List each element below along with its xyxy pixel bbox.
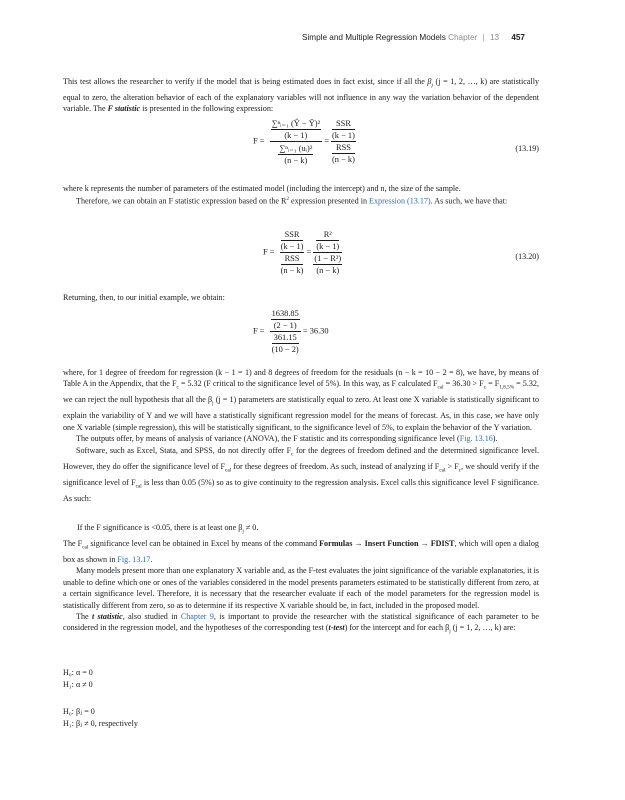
running-title: Simple and Multiple Regression Models [302,33,446,42]
paragraph-returning: Returning, then, to our initial example, we obtain: [63,293,225,302]
equation-13-20: F = $\frac{\frac{\text{SSR}}{(k - 1)}}{\frac{\text{RSS}}{(n - k)}}$ = $\frac{\frac{\text{R²}}{(k - 1)}}{\frac{\text{(1 − R²)}}{(n - k)}}$ (13.20) [263,230,539,275]
paragraph-where-k: where k represents the number of parameters of the estimated model (including the intercept) and n, the size of the sample. Therefore, we can obtain an F statistic expression based on the $R^2$ expression presented in Expression (13.17). As such, we have that: [63,184,508,207]
link-chapter-9[interactable]: Chapter 9 [180,612,214,622]
h1-beta: H₁: βⱼ ≠ 0, respectively [63,718,138,728]
excel-command: Formulas → Insert Function → FDIST [319,539,455,548]
chapter-number: 13 [489,33,500,42]
h0-beta: H₀: βⱼ = 0 [63,707,95,716]
paragraph-intro: This test allows the researcher to verify if the model that is being estimated does in fact exist, since if all the $\beta_j$ (j = 1, 2, …, k) are statistically equal to zero, the alteration behavior of each of the explanatory variables will not influence in any way the variation behavior of the dependent variable. The F statistic is presented in the following expression: [63,77,539,114]
hypotheses-alpha [63,667,93,690]
hypotheses-beta [63,706,138,729]
equation-f-calculated: F = $\frac{\frac{1638.85}{(2 - 1)}}{\frac{361.15}{(10 - 2)}}$ = 36.30 [253,309,329,354]
page-number: 457 [511,33,525,42]
paragraph-excel-fdist: The $F_{cal}$ significance level can be obtained in Excel by means of the command Formulas → Insert Function → FDIST, which will open a dialog box as shown in Fig. 13.17. Many models present more than one explanatory X variable and, as the F-test evaluates the joint significance of the variable explanatories, it is unable to define which one or ones of the variables considered in the model presents parameters estimated to be statistically different from zero, at a certain significance level. Therefore, it is necessary that the researcher evaluate if each of the model parameters for the regression model is statistically different from zero, so as to determine if its respective X variable should be, in fact, included in the proposed model. The t statistic, also studied in Chapter 9, is important to provide the researcher with the statistical significance of each parameter to be considered in the regression model, and the hypotheses of the corresponding test (t-test) for the intercept and for each $\beta_j$ (j = 1, 2, …, k) are: [63,539,539,636]
equation-number: (13.20) [515,252,539,261]
running-header [302,33,525,42]
header-separator: | [482,33,485,42]
equation-number: (13.19) [515,144,539,153]
link-expression-13-17[interactable]: Expression (13.17) [369,197,431,207]
link-fig-13-16[interactable]: Fig. 13.16 [459,434,493,444]
chapter-label: Chapter [448,33,478,42]
link-fig-13-17[interactable]: Fig. 13.17 [117,555,151,565]
h1-alpha: H₁: α ≠ 0 [63,679,93,689]
equation-13-19: F = $\frac{\frac{\text{∑ⁿᵢ₌₁ (Ŷ − Ȳ)²}}{(k - 1)}}{\frac{\text{∑ⁿᵢ₌₁ (uᵢ)²}}{(n - k)}}$ = $\frac{\frac{\text{SSR}}{(k - 1)}}{\frac{\text{RSS}}{(n - k)}}$ (13.19) [253,119,539,165]
significance-rule: If the F significance is <0.05, there is at least one $\beta_j \ne 0$. [77,523,259,535]
h0-alpha: H₀: α = 0 [63,668,93,677]
paragraph-degrees-of-freedom: where, for 1 degree of freedom for regression (k − 1 = 1) and 8 degrees of freedom for the residuals (n − k = 10 − 2 = 8), we have, by means of Table A in the Appendix, that the $F_c = 5.32$ (F critical to the significance level of 5%). In this way, as F calculated $F_{cal} = 36.30 > F_c = F_{1,8,5\%} = 5.32$, we can reject the null hypothesis that all the $\beta_j$ (j = 1) parameters are statistically equal to zero. At least one X variable is statistically significant to explain the variability of Y and we will have a statistically significant regression model for the means of forecast. As, in this case, we have only one X variable (simple regression), this will be statistically significant, to the significance level of 5%, to explain the behavior of the Y variation. The outputs offer, by means of analysis of variance (ANOVA), the F statistic and its corresponding significance level (Fig. 13.16). Software, such as Excel, Stata, and SPSS, do not directly offer $F_c$ for the degrees of freedom defined and the determined significance level. However, they do offer the significance level of $F_{cal}$ for these degrees of freedom. As such, instead of analyzing if $F_{cal} > F_c$, we should verify if the significance level of $F_{cal}$ is less than 0.05 (5%) so as to give continuity to the regression analysis. Excel calls this significance level F significance. As such: [63,368,539,503]
